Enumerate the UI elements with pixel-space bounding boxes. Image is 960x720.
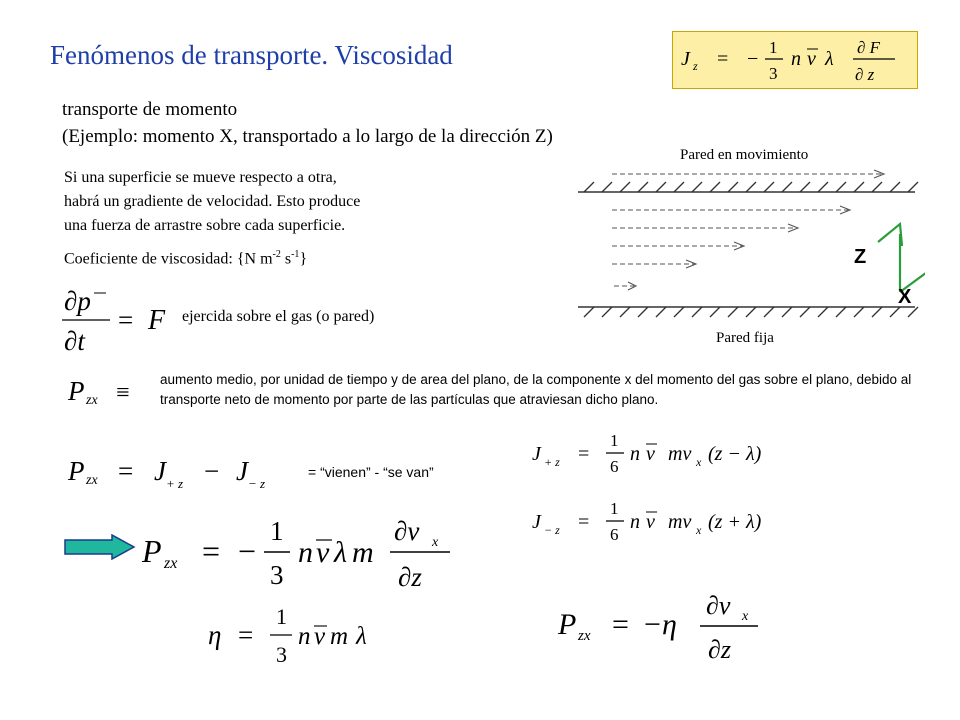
j-plus-z-equation — [532, 431, 762, 476]
svg-text:n: n — [298, 623, 311, 650]
svg-text:η: η — [662, 608, 677, 641]
svg-text:x: x — [742, 609, 749, 624]
svg-text:m: m — [352, 536, 374, 569]
vienen-se-van: = “vienen” - “se van” — [308, 464, 434, 480]
svg-text:=: = — [202, 533, 221, 569]
svg-text:∂ F: ∂ F — [857, 38, 881, 57]
j-minus-z-equation — [532, 499, 762, 544]
svg-text:J: J — [236, 456, 248, 486]
page-title: Fenómenos de transporte. Viscosidad — [50, 40, 453, 70]
coefficient-exp-1: -2 — [272, 249, 281, 260]
z-axis-arrowhead — [878, 224, 902, 246]
svg-text:≡: ≡ — [116, 380, 130, 406]
svg-text:v: v — [646, 443, 655, 465]
svg-text:=: = — [118, 305, 134, 335]
svg-text:∂p: ∂p — [64, 286, 91, 316]
svg-text:−: − — [747, 48, 759, 70]
svg-text:J: J — [681, 48, 690, 70]
flux-formula — [673, 32, 916, 87]
svg-text:n: n — [298, 536, 313, 569]
svg-text:P: P — [142, 533, 162, 569]
svg-text:λ: λ — [825, 48, 834, 70]
svg-text:1: 1 — [276, 604, 287, 629]
coefficient-mid: s — [280, 250, 292, 268]
subtitle — [62, 96, 553, 150]
svg-text:P: P — [558, 608, 577, 641]
svg-text:3: 3 — [276, 642, 287, 667]
svg-text:λ: λ — [356, 623, 367, 650]
coefficient-exp-2: -1 — [291, 249, 300, 260]
axis-z-label: Z — [854, 246, 867, 268]
svg-text:−: − — [238, 533, 257, 569]
svg-text:n: n — [630, 511, 640, 533]
svg-text:zx: zx — [578, 628, 591, 644]
svg-text:v: v — [646, 511, 655, 533]
svg-text:mv: mv — [668, 443, 692, 465]
description — [64, 166, 360, 238]
svg-text:v: v — [807, 48, 816, 70]
svg-text:z: z — [693, 59, 698, 73]
svg-text:m: m — [330, 623, 349, 650]
svg-text:n: n — [630, 443, 640, 465]
svg-text:zx: zx — [164, 555, 178, 572]
bottom-wall-label: Pared fija — [716, 330, 774, 346]
svg-text:zx: zx — [86, 473, 98, 488]
svg-text:3: 3 — [270, 560, 284, 590]
velocity-arrows — [612, 170, 884, 290]
svg-text:λ: λ — [334, 536, 347, 569]
svg-text:=: = — [717, 48, 729, 70]
subtitle-line-2: (Ejemplo: momento X, transportado a lo largo de la dirección Z) — [62, 126, 553, 147]
svg-text:(z − λ): (z − λ) — [708, 443, 762, 465]
top-wall-label: Pared en movimiento — [680, 147, 809, 163]
svg-text:=: = — [118, 456, 134, 486]
coefficient-end: } — [299, 250, 308, 268]
svg-text:1: 1 — [610, 431, 619, 450]
svg-text:1: 1 — [270, 516, 284, 546]
svg-text:=: = — [578, 511, 590, 533]
svg-text:∂t: ∂t — [64, 326, 85, 356]
svg-text:3: 3 — [769, 64, 778, 83]
svg-text:6: 6 — [610, 457, 619, 476]
svg-text:x: x — [696, 523, 702, 537]
pzx-description: aumento medio, por unidad de tiempo y de area del plano, de la componente x del momento del gas sobre el plano, debido al transporte neto de momento por parte de las partículas que atraviesan dicho plano. — [160, 372, 912, 407]
svg-text:(z + λ): (z + λ) — [708, 511, 762, 533]
svg-text:J: J — [532, 443, 541, 465]
svg-text:F: F — [148, 305, 166, 336]
svg-text:x: x — [696, 455, 702, 469]
svg-text:P: P — [68, 456, 85, 486]
svg-text:+ z: + z — [166, 476, 184, 491]
svg-text:zx: zx — [86, 393, 98, 408]
svg-text:∂ z: ∂ z — [855, 65, 875, 84]
svg-text:n: n — [791, 48, 801, 70]
description-line-1: Si una superficie se mueve respecto a otra, — [64, 169, 337, 186]
svg-text:mv: mv — [668, 511, 692, 533]
velocity-profile-diagram — [570, 162, 925, 322]
svg-text:P: P — [68, 376, 85, 406]
svg-text:6: 6 — [610, 525, 619, 544]
newton-viscosity-law — [554, 586, 794, 666]
force-equation — [58, 284, 178, 356]
svg-text:− z: − z — [248, 476, 266, 491]
flux-formula-box — [672, 31, 918, 89]
svg-text:1: 1 — [610, 499, 619, 518]
svg-text:η: η — [208, 620, 222, 650]
svg-text:v: v — [316, 536, 330, 569]
pzx-result-equation — [140, 508, 470, 593]
svg-text:∂z: ∂z — [398, 562, 422, 592]
directional-fluxes — [528, 426, 808, 551]
pzx-definition-symbol — [64, 366, 154, 416]
axis-x-label: X — [898, 286, 912, 308]
svg-text:∂v: ∂v — [706, 591, 731, 620]
svg-text:=: = — [238, 620, 254, 650]
implies-arrow-icon — [64, 534, 136, 560]
svg-text:x: x — [432, 535, 439, 550]
viscosity-coefficient — [64, 249, 307, 268]
description-line-2: habrá un gradiente de velocidad. Esto produce — [64, 193, 361, 210]
svg-text:∂z: ∂z — [708, 635, 731, 664]
coefficient-label: Coeficiente de viscosidad: {N m — [64, 250, 273, 268]
bottom-wall-hatching — [584, 307, 918, 317]
svg-text:v: v — [314, 623, 326, 650]
svg-text:−: − — [644, 608, 661, 641]
svg-text:+ z: + z — [544, 455, 560, 469]
top-wall-hatching — [584, 182, 918, 192]
svg-text:J: J — [154, 456, 166, 486]
svg-text:− z: − z — [544, 523, 560, 537]
svg-text:1: 1 — [769, 38, 778, 57]
axes — [878, 224, 925, 292]
pzx-flux-difference — [64, 448, 304, 498]
description-line-3: una fuerza de arrastre sobre cada superficie. — [64, 217, 346, 234]
viscosity-equation — [206, 600, 386, 670]
subtitle-line-1: transporte de momento — [62, 99, 238, 120]
force-label: ejercida sobre el gas (o pared) — [182, 308, 375, 325]
svg-text:=: = — [578, 443, 590, 465]
svg-text:∂v: ∂v — [394, 516, 420, 546]
svg-text:−: − — [204, 456, 220, 486]
svg-text:=: = — [612, 608, 629, 641]
svg-text:J: J — [532, 511, 541, 533]
